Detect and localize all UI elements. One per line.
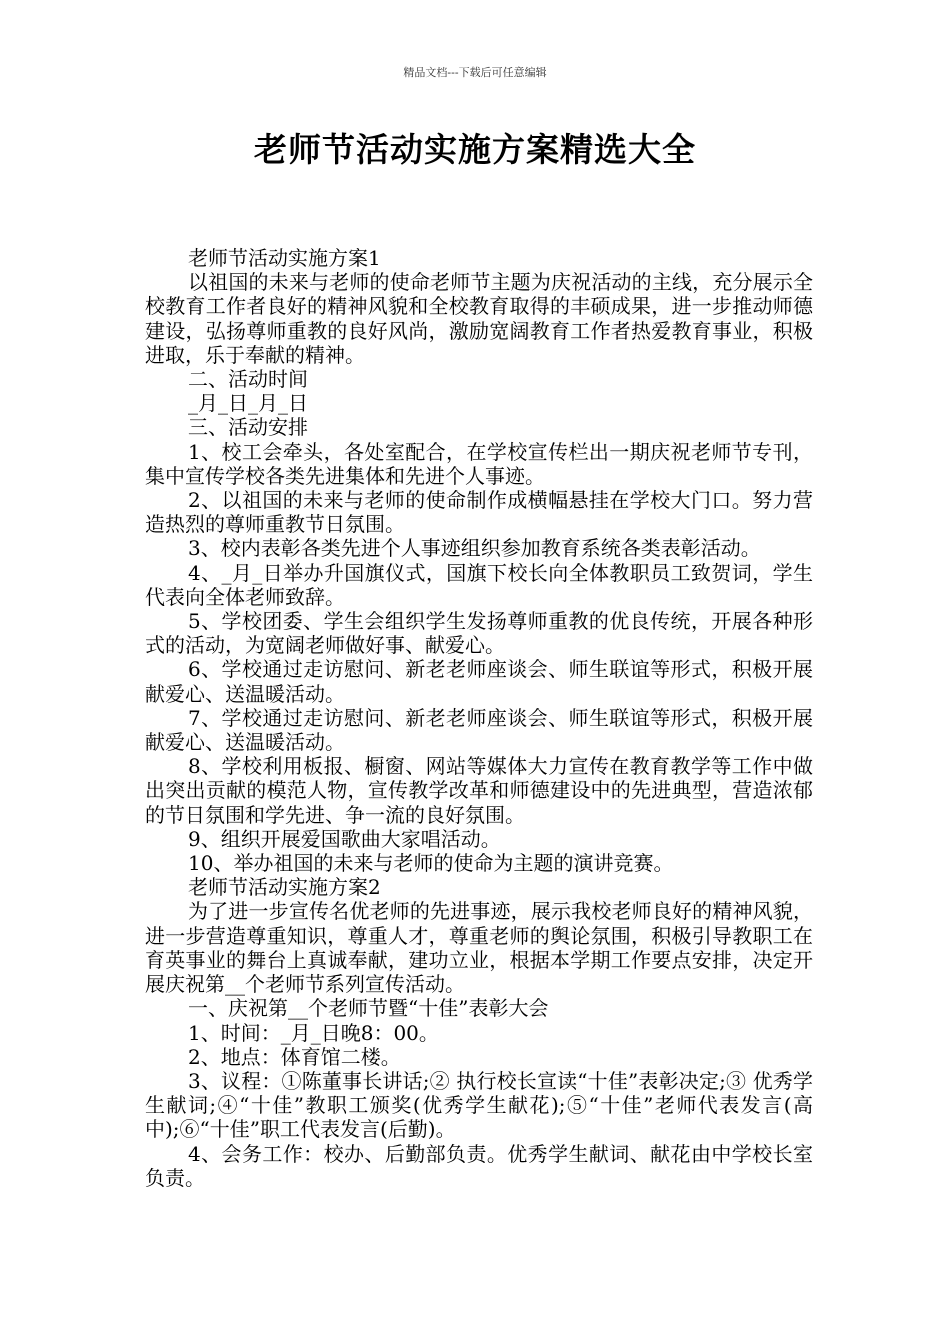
paragraph-plan-2-intro: 为了进一步宣传名优老师的先进事迹，展示我校老师良好的精神风貌，进一步营造尊重知识，尊重人才，尊重老师的舆论氛围，积极引导教职工在育英事业的舞台上真诚奉献，建功立业，根据本学期工作要点安排，决定开展庆祝第__个老师节系列宣传活动。 (145, 899, 813, 997)
section-heading-plan-2: 老师节活动实施方案2 (188, 875, 381, 900)
list-item-5: 5、学校团委、学生会组织学生发扬尊师重教的优良传统，开展各种形式的活动，为宽阔老师做好事、献爱心。 (145, 609, 813, 658)
meeting-agenda: 3、议程：①陈董事长讲话;② 执行校长宣读“十佳”表彰决定;③ 优秀学生献词;④“十佳”教职工颁奖(优秀学生献花);⑤“十佳”老师代表发言(高中);⑥“十佳”职工代表发言(后勤)。 (145, 1068, 813, 1142)
paragraph-date-range: _月_日_月_日 (188, 391, 308, 416)
list-item-7: 7、学校通过走访慰问、新老老师座谈会、师生联谊等形式，积极开展献爱心、送温暖活动。 (145, 705, 813, 755)
list-item-10: 10、举办祖国的未来与老师的使命为主题的演讲竞赛。 (188, 851, 674, 876)
meeting-affairs: 4、会务工作：校办、后勤部负责。优秀学生献词、献花由中学校长室负责。 (145, 1141, 813, 1190)
list-item-3: 3、校内表彰各类先进个人事迹组织参加教育系统各类表彰活动。 (188, 536, 761, 561)
heading-activity-time: 二、活动时间 (188, 367, 308, 392)
heading-celebration-meeting: 一、庆祝第__个老师节暨“十佳”表彰大会 (188, 996, 549, 1021)
list-item-1: 1、校工会牵头，各处室配合，在学校宣传栏出一期庆祝老师节专刊，集中宣传学校各类先进集体和先进个人事迹。 (145, 439, 813, 488)
list-item-4: 4、_月_日举办升国旗仪式，国旗下校长向全体教职员工致贺词，学生代表向全体老师致辞。 (145, 560, 813, 609)
meeting-location: 2、地点：体育馆二楼。 (188, 1044, 401, 1069)
list-item-8: 8、学校利用板报、橱窗、网站等媒体大力宣传在教育教学等工作中做出突出贡献的模范人物，宣传教学改革和师德建设中的先进典型，营造浓郁的节日氛围和学先进、争一流的良好氛围。 (145, 754, 813, 827)
section-heading-plan-1: 老师节活动实施方案1 (188, 246, 381, 270)
list-item-6: 6、学校通过走访慰问、新老老师座谈会、师生联谊等形式，积极开展献爱心、送温暖活动。 (145, 657, 813, 706)
paragraph-intro: 以祖国的未来与老师的使命老师节主题为庆祝活动的主线，充分展示全校教育工作者良好的精神风貌和全校教育取得的丰硕成果，进一步推动师德建设，弘扬尊师重教的良好风尚，激励宽阔教育工作者热爱教育事业，积极进取，乐于奉献的精神。 (145, 270, 813, 367)
document-body (145, 246, 813, 1190)
meeting-time: 1、时间：_月_日晚8：00。 (188, 1020, 439, 1045)
list-item-9: 9、组织开展爱国歌曲大家唱活动。 (188, 826, 501, 851)
list-item-2: 2、以祖国的未来与老师的使命制作成横幅悬挂在学校大门口。努力营造热烈的尊师重教节日氛围。 (145, 488, 813, 537)
header-note: 精品文档---下载后可任意编辑 (403, 66, 547, 79)
heading-activity-arrangement: 三、活动安排 (188, 415, 308, 440)
document-title: 老师节活动实施方案精选大全 (254, 130, 696, 169)
